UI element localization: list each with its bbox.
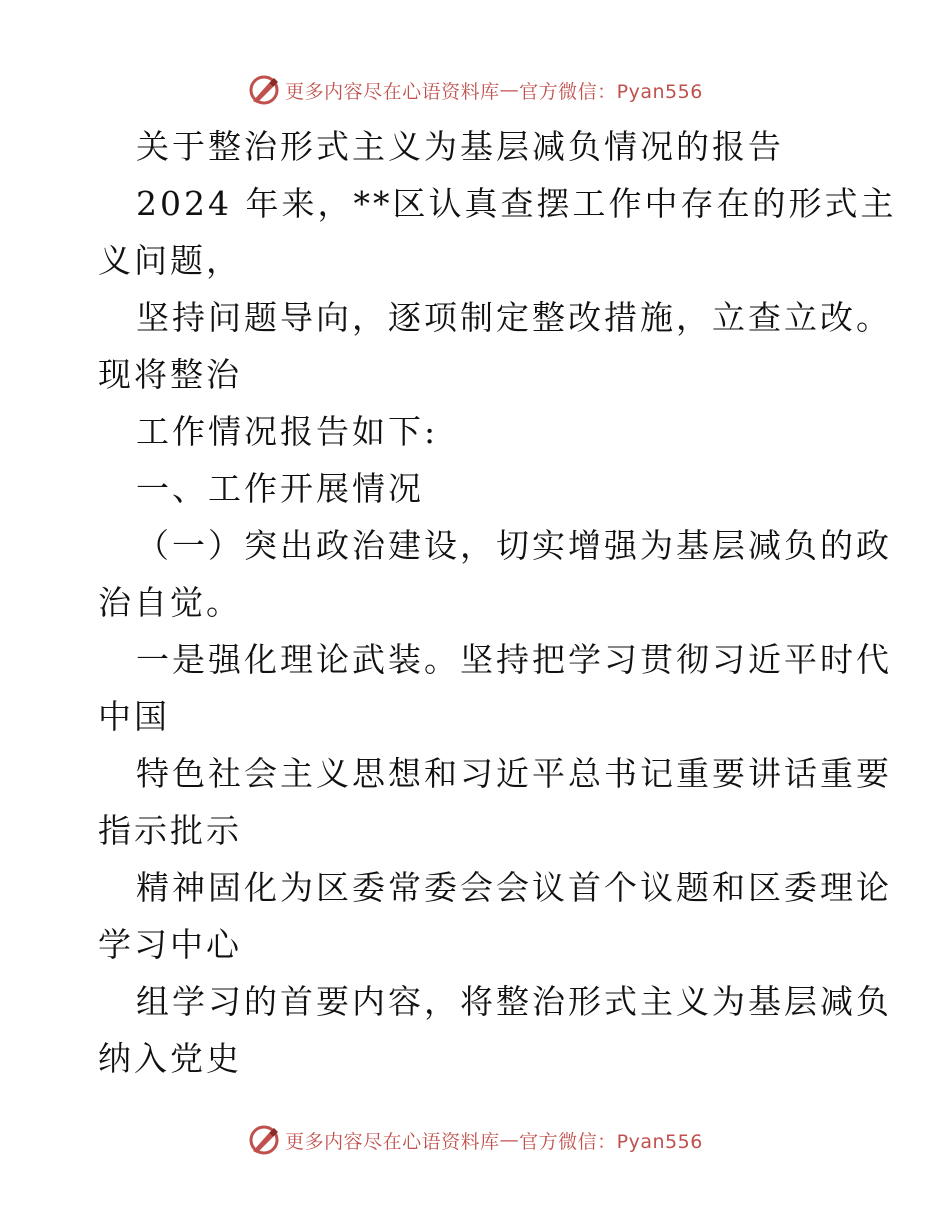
doc-line: 特色社会主义思想和习近平总书记重要讲话重要 bbox=[136, 754, 892, 793]
doc-line: 组学习的首要内容，将整治形式主义为基层减负 bbox=[136, 982, 892, 1021]
watermark-dash: — bbox=[499, 79, 520, 101]
document-body bbox=[98, 118, 897, 1087]
watermark-contact: 官方微信：Pyan556 bbox=[519, 1130, 703, 1153]
doc-line: 一是强化理论武装。坚持把学习贯彻习近平时代 bbox=[136, 640, 892, 679]
doc-line: 精神固化为区委常委会会议首个议题和区委理论 bbox=[136, 868, 892, 907]
doc-line: 纳入党史 bbox=[98, 1039, 242, 1078]
doc-line: 工作情况报告如下: bbox=[136, 412, 439, 451]
doc-line: 坚持问题导向，逐项制定整改措施，立查立改。 bbox=[136, 298, 892, 337]
doc-line: 治自觉。 bbox=[98, 583, 242, 622]
doc-line: 2024 年来，**区认真查摆工作中存在的形式主 bbox=[136, 184, 897, 223]
doc-line: 中国 bbox=[98, 697, 170, 736]
doc-line: 指示批示 bbox=[98, 811, 242, 850]
pen-logo-icon bbox=[247, 1123, 281, 1157]
watermark-contact: 官方微信：Pyan556 bbox=[519, 80, 703, 103]
doc-line: 义问题， bbox=[98, 241, 242, 280]
doc-line: 学习中心 bbox=[98, 925, 242, 964]
watermark-brand: 更多内容尽在心语资料库 bbox=[285, 80, 500, 103]
footer-watermark bbox=[0, 1120, 950, 1160]
doc-line: 一、工作开展情况 bbox=[136, 469, 424, 508]
doc-line: 现将整治 bbox=[98, 355, 242, 394]
header-watermark bbox=[0, 70, 950, 110]
watermark-dash: — bbox=[499, 1129, 520, 1151]
doc-line: （一）突出政治建设，切实增强为基层减负的政 bbox=[136, 526, 892, 565]
pen-logo-icon bbox=[247, 73, 281, 107]
doc-line: 关于整治形式主义为基层减负情况的报告 bbox=[136, 127, 784, 166]
watermark-brand: 更多内容尽在心语资料库 bbox=[285, 1130, 500, 1153]
